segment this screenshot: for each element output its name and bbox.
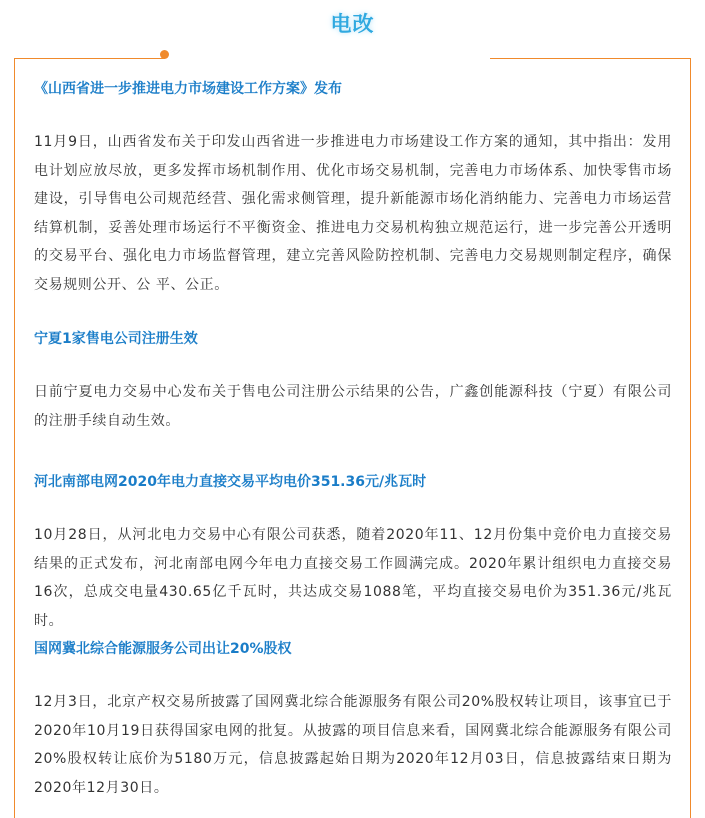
frame-left-line: [14, 58, 15, 818]
news-heading-jibei: 国网冀北综合能源服务公司出让20%股权: [34, 641, 292, 657]
news-heading-hebei: 河北南部电网2020年电力直接交易平均电价351.36元/兆瓦时: [34, 474, 427, 490]
section-header: [0, 0, 705, 60]
news-body-jibei: 12月3日，北京产权交易所披露了国网冀北综合能源服务有限公司20%股权转让项目，该事宜已于2020年10月19日获得国家电网的批复。从披露的项目信息来看，国网冀北综合能源服务有限公司20%股权转让底价为5180万元，信息披露起始日期为2020年12月03日，信息披露结束日期为2020年12月30日。: [34, 694, 672, 796]
frame-dot-ornament: [160, 50, 169, 59]
section-title: 电改: [330, 12, 375, 36]
news-heading-shanxi: 《山西省进一步推进电力市场建设工作方案》发布: [34, 81, 342, 97]
news-body-hebei: 10月28日，从河北电力交易中心有限公司获悉，随着2020年11、12月份集中竞价电力直接交易结果的正式发布，河北南部电网今年电力直接交易工作圆满完成。2020年累计组织电力直接交易16次，总成交电量430.65亿千瓦时，共达成交易1088笔，平均直接交易电价为351.36元/兆瓦时。: [34, 527, 672, 629]
frame-top-left-line: [14, 58, 165, 59]
news-body-shanxi: 11月9日，山西省发布关于印发山西省进一步推进电力市场建设工作方案的通知，其中指出：发用电计划应放尽放，更多发挥市场机制作用、优化市场交易机制，完善电力市场体系、加快零售市场建设，引导售电公司规范经营、强化需求侧管理，提升新能源市场化消纳能力、完善电力市场运营结算机制，妥善处理市场运行不平衡资金、推进电力交易机构独立规范运行，进一步完善公开透明的交易平台、强化电力市场监督管理，建立完善风险防控机制、完善电力交易规则制定程序，确保交易规则公开、公 平、公正。: [34, 134, 672, 293]
news-body-ningxia: 日前宁夏电力交易中心发布关于售电公司注册公示结果的公告，广鑫创能源科技（宁夏）有限公司的注册手续自动生效。: [34, 384, 672, 429]
news-heading-ningxia: 宁夏1家售电公司注册生效: [34, 331, 198, 347]
frame-right-line: [690, 58, 691, 818]
frame-top-right-line: [490, 58, 690, 59]
